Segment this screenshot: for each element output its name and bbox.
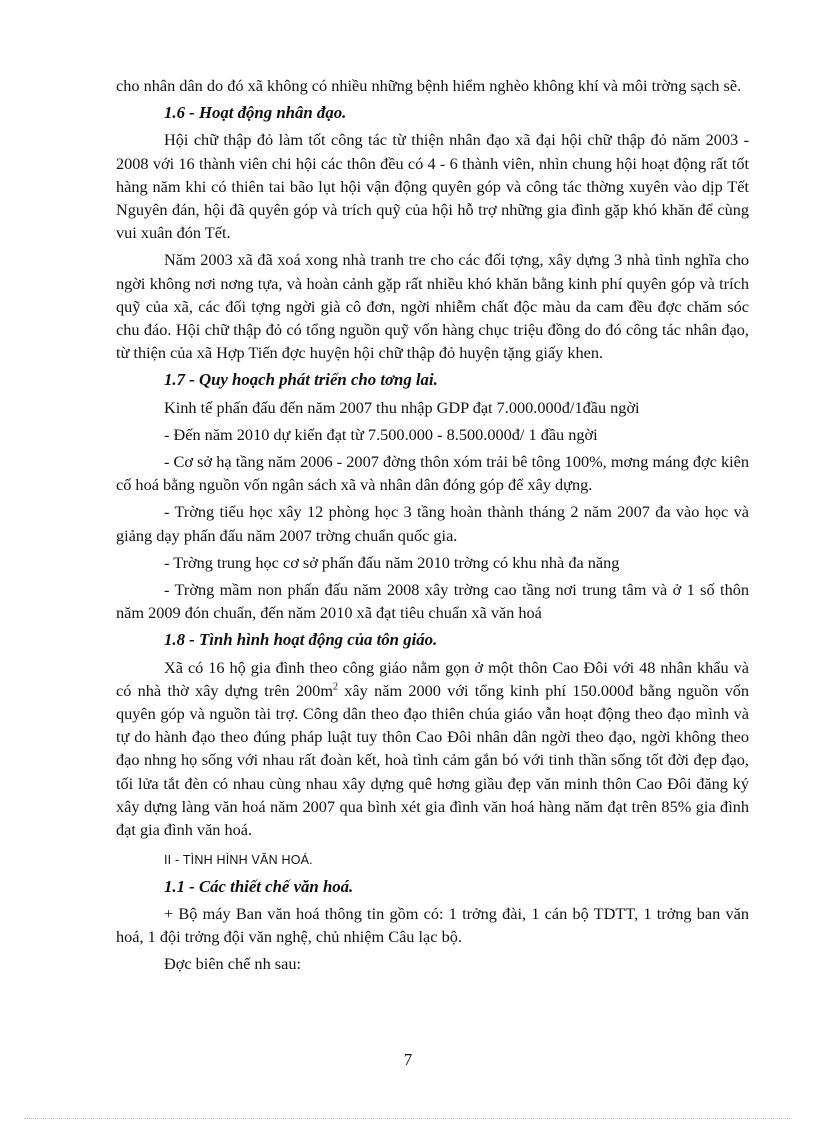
section-1-1-paragraph-2: Đợc biên chế nh sau: [164,954,302,974]
section-1-7-paragraph-6: - Trờng mầm non phấn đấu năm 2008 xây trờng cao tầng nơi trung tâm và ở 1 số thôn năm 2009 đón chuẩn, đến năm 2010 xã đạt tiêu chuẩn xã văn hoá [116,580,749,623]
document-page [116,74,749,979]
section-1-6-heading: 1.6 - Hoạt động nhân đạo. [164,103,347,123]
section-1-8-paragraph [116,656,749,842]
section-1-7-paragraph-5: - Trờng trung học cơ sở phấn đấu năm 2010 trờng có khu nhà đa năng [164,552,620,572]
superscript-2: 2 [333,681,338,693]
intro-paragraph: cho nhân dân do đó xã không có nhiều những bệnh hiểm nghèo không khí và môi trờng sạch sẽ. [116,76,742,95]
section-1-6-paragraph-2: Năm 2003 xã đã xoá xong nhà tranh tre cho các đối tợng, xây dựng 3 nhà tình nghĩa cho ngời không nơi nơng tựa, và hoàn cảnh gặp rất nhiều khó khăn bằng kinh phí quyên góp và trích quỹ của xã, các đối tợng ngời già cô đơn, ngời nhiễm chất độc màu da cam đều đợc chăm sóc chu đáo. Hội chữ thập đỏ có tổng nguồn quỹ vốn hàng chục triệu đồng do đó công tác nhân đạo, từ thiện của xã Hợp Tiến đợc huyện hội chữ thập đỏ huyện tặng giấy khen. [116,250,749,363]
page-bottom-divider [24,1118,792,1119]
section-1-6-paragraph-1: Hội chữ thập đỏ làm tốt công tác từ thiện nhân đạo xã đại hội chữ thập đỏ năm 2003 - 2008 với 16 thành viên chi hội các thôn đều có 4 - 6 thành viên, nhìn chung hội hoạt động rất tốt hàng năm khi có thiên tai bão lụt hội vận động quyên góp và công tác thờng xuyên vào dịp Tết Nguyên đán, hội đã quyên góp và trích quỹ của hội hỗ trợ những gia đình gặp khó khăn để cùng vui xuân đón Tết. [116,130,749,243]
section-1-8-text-part-2: xây năm 2000 với tổng kinh phí 150.000đ bằng nguồn vốn quyên góp và nguồn tài trợ. Công dân theo đạo thiên chúa giáo vẫn hoạt động theo đạo mình và tự do hành đạo theo đúng pháp luật tuy thôn Cao Đôi nhân dân ngời theo đạo, ngời không theo đạo nhng họ sống với nhau rất đoàn kết, hoà tình cảm gắn bó với tinh thần sống tốt đời đẹp đạo, tối lửa tắt đèn có nhau cùng nhau xây dựng quê hơng giầu đẹp văn minh thôn Cao Đôi đăng ký xây dựng làng văn hoá năm 2007 qua bình xét gia đình văn hoá hàng năm đạt trên 85% gia đình đạt gia đình văn hoá. [116,680,749,840]
page-number: 7 [403,1050,413,1069]
section-II-heading: II - TÌNH HÌNH VĂN HOÁ. [164,853,313,868]
section-1-1-paragraph-1: + Bộ máy Ban văn hoá thông tin gồm có: 1 trởng đài, 1 cán bộ TDTT, 1 trởng ban văn hoá, 1 đội trởng đội văn nghệ, chủ nhiệm Câu lạc bộ. [116,903,749,946]
section-1-7-paragraph-2: - Đến năm 2010 dự kiến đạt từ 7.500.000 - 8.500.000đ/ 1 đầu ngời [164,424,598,444]
section-1-1-heading: 1.1 - Các thiết chế văn hoá. [164,876,354,896]
section-1-7-heading: 1.7 - Quy hoạch phát triển cho tơng lai. [164,370,438,390]
section-1-7-paragraph-4: - Trờng tiểu học xây 12 phòng học 3 tầng hoàn thành tháng 2 năm 2007 đa vào học và giảng dạy phấn đấu năm 2007 trờng chuẩn quốc gia. [116,502,749,545]
section-1-7-paragraph-1: Kinh tế phấn đấu đến năm 2007 thu nhập GDP đạt 7.000.000đ/1đầu ngời [164,397,640,417]
section-1-8-heading: 1.8 - Tình hình hoạt động của tôn giáo. [164,630,438,650]
section-1-7-paragraph-3: - Cơ sở hạ tầng năm 2006 - 2007 đờng thôn xóm trải bê tông 100%, mơng máng đợc kiên cố hoá bằng nguồn vốn ngân sách xã và nhân dân đóng góp để xây dựng. [116,452,749,495]
section-1-8-text-part-1: Xã có 16 hộ gia đình theo công giáo nằm gọn ở một thôn Cao Đôi với 48 nhân khẩu và có nhà thờ xây dựng trên 200m [116,657,749,700]
